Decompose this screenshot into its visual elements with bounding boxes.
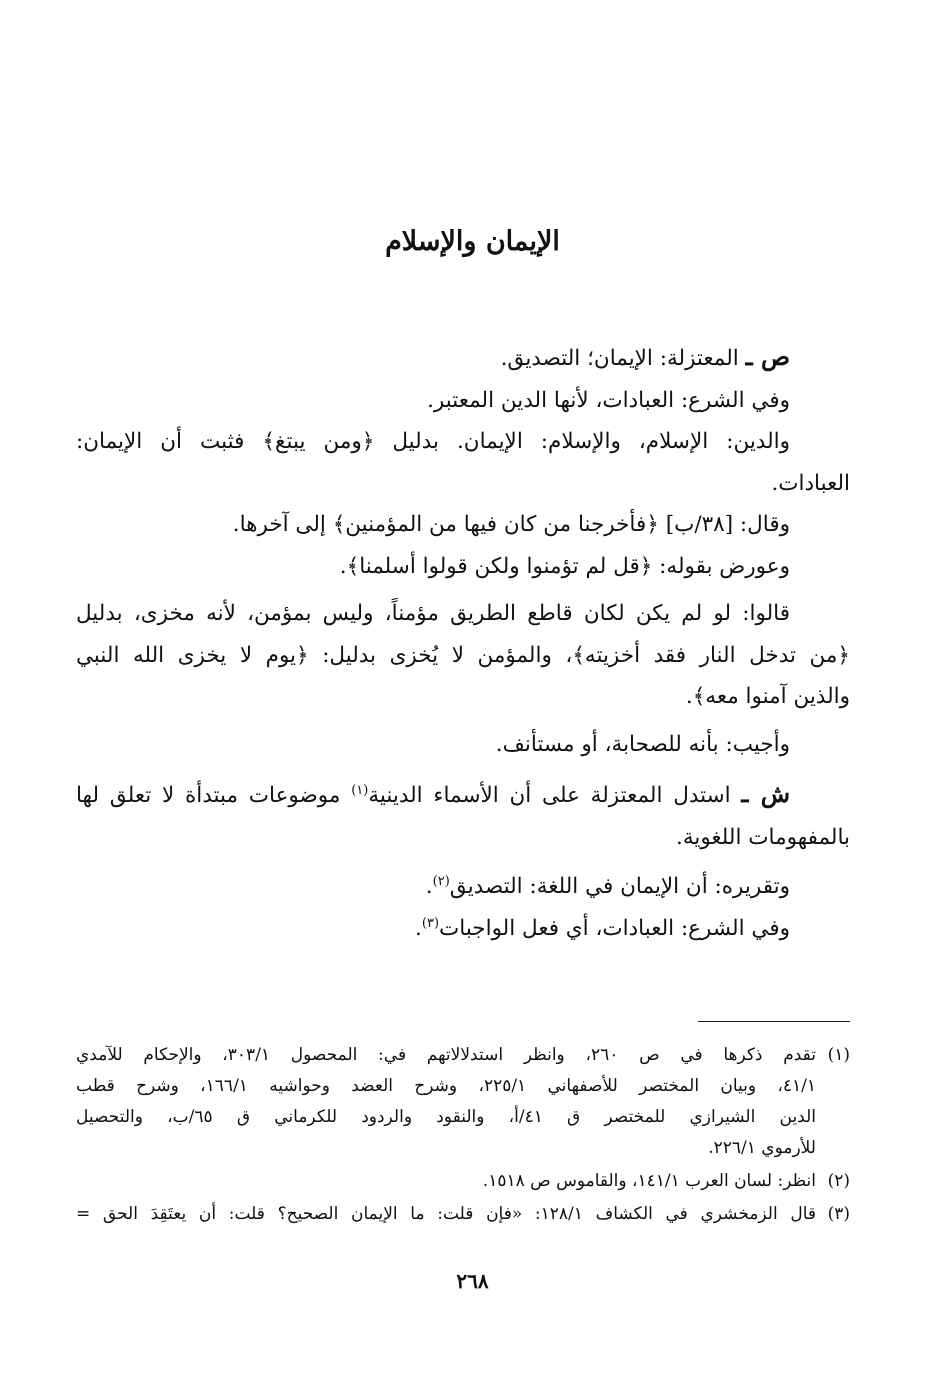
text-segment: .: [415, 915, 422, 941]
footnote-text: [76, 1199, 816, 1230]
footnote-line: الدين الشيرازي للمختصر ق ٤١/أ، والنقود والردود للكرماني ق ٦٥/ب، والتحصيل: [76, 1107, 816, 1127]
text-segment: وفي الشرع: العبادات، أي فعل الواجبات: [439, 915, 790, 941]
footnote-text: [76, 1040, 816, 1164]
footnote-line: للأرموي ٢٢٦/١.: [708, 1138, 816, 1158]
footnote: [76, 1040, 850, 1164]
footnote-text: [76, 1166, 816, 1197]
footnote-line: انظر: لسان العرب ١٤١/١، والقاموس ص ١٥١٨.: [482, 1171, 816, 1191]
text-line: وفي الشرع: العبادات، لأنها الدين المعتبر.: [427, 387, 790, 413]
chapter-title: الإيمان والإسلام: [385, 226, 560, 257]
main-text: [76, 336, 850, 949]
footnote-number: (٣): [827, 1204, 850, 1224]
footnote-number: (٢): [827, 1171, 850, 1191]
footnote: [76, 1166, 850, 1197]
text-segment: موضوعات مبتدأة لا تعلق لها: [76, 783, 341, 808]
text-line: [76, 773, 850, 817]
text-line: ﴿من تدخل النار فقد أخزيته﴾، والمؤمن لا يُخزى بدليل: ﴿يوم لا يخزى الله النبي: [76, 642, 850, 668]
text-line: [76, 336, 850, 380]
footnote-number: (١): [827, 1045, 850, 1065]
text-line: قالوا: لو لم يكن لكان قاطع الطريق مؤمناً، وليس بمؤمن، لأنه مخزى، بدليل: [76, 601, 790, 626]
footnote-ref: (٢): [432, 873, 450, 889]
text-line: وقال: [٣٨/ب] ﴿فأخرجنا من كان فيها من المؤمنين﴾ إلى آخرها.: [232, 512, 790, 537]
text-line: [76, 866, 850, 908]
footnote-ref: (٣): [421, 915, 440, 931]
text-segment: .: [425, 874, 433, 899]
text-line: [76, 908, 850, 950]
footnote-line: تقدم ذكرها في ص ٢٦٠، وانظر استدلالاتهم في: المحصول ٣٠٣/١، والإحكام للآمدي: [76, 1045, 816, 1065]
footnote-separator: [698, 1021, 850, 1022]
text-segment: المعتزلة: الإيمان؛ التصديق.: [500, 346, 739, 371]
footnote: [76, 1199, 850, 1230]
text-line: وعورض بقوله: ﴿قل لم تؤمنوا ولكن قولوا أسلمنا﴾.: [339, 553, 790, 579]
text-line: والذين آمنوا معه﴾.: [685, 684, 850, 709]
footnotes: [76, 1040, 850, 1230]
text-line: والدين: الإسلام، والإسلام: الإيمان. بدليل ﴿ومن يبتغ﴾ فثبت أن الإيمان:: [76, 429, 790, 454]
text-line: وأجيب: بأنه للصحابة، أو مستأنف.: [495, 731, 790, 757]
shin-marker: ش ـ: [741, 779, 791, 808]
text-segment: استدل المعتزلة على أن الأسماء الدينية: [368, 783, 731, 808]
text-segment: وتقريره: أن الإيمان في اللغة: التصديق: [449, 874, 790, 899]
sad-marker: ص ـ: [745, 342, 790, 371]
footnote-line: قال الزمخشري في الكشاف ١٢٨/١: «فإن قلت: ما الإيمان الصحيح؟ قلت: أن يعتَقِدَ الحق =: [76, 1204, 816, 1224]
page-number: ٢٦٨: [456, 1269, 489, 1293]
text-line: العبادات.: [771, 470, 850, 496]
text-line: بالمفهومات اللغوية.: [675, 824, 850, 850]
footnote-ref: (١): [351, 782, 369, 798]
footnote-line: ٤١/١، وبيان المختصر للأصفهاني ٢٢٥/١، وشرح العضد وحواشيه ١٦٦/١، وشرح قطب: [76, 1076, 816, 1096]
